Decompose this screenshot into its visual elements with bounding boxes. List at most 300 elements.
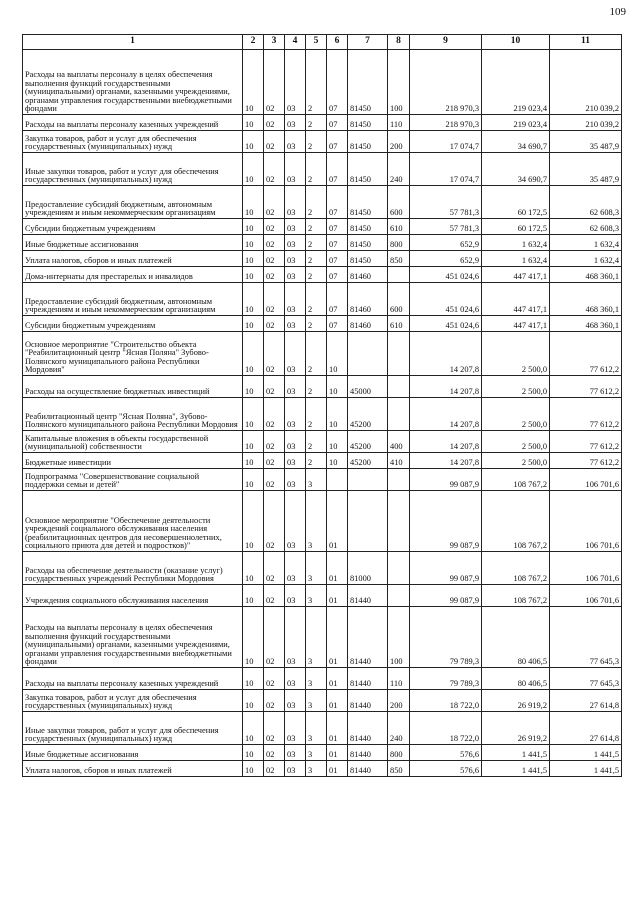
row-name: Расходы на выплаты персоналу казенных учреждений <box>23 115 243 131</box>
code-cell: 07 <box>327 267 348 283</box>
table-row <box>23 267 622 283</box>
row-name: Расходы на выплаты персоналу в целях обеспечения выполнения функций государственными (муниципальными) органами, казенными учреждениями, органами управления государственными внебюджетными фондами <box>23 607 243 668</box>
code-cell: 850 <box>388 761 410 777</box>
code-cell: 10 <box>243 131 264 153</box>
table-row <box>23 235 622 251</box>
row-name: Уплата налогов, сборов и иных платежей <box>23 761 243 777</box>
code-cell: 2 <box>306 267 327 283</box>
row-name: Расходы на обеспечение деятельности (оказание услуг) государственных учреждений Республики Мордовия <box>23 552 243 585</box>
value-cell: 2 500,0 <box>482 453 550 469</box>
value-cell: 108 767,2 <box>482 469 550 491</box>
code-cell: 02 <box>264 376 285 398</box>
code-cell: 03 <box>285 491 306 552</box>
code-cell <box>388 585 410 607</box>
value-cell: 108 767,2 <box>482 552 550 585</box>
code-cell: 10 <box>243 50 264 115</box>
value-cell: 34 690,7 <box>482 153 550 186</box>
code-cell: 03 <box>285 469 306 491</box>
code-cell: 02 <box>264 50 285 115</box>
code-cell: 81000 <box>348 552 388 585</box>
code-cell <box>348 332 388 376</box>
code-cell: 45200 <box>348 431 388 453</box>
page-number: 109 <box>609 6 626 18</box>
code-cell: 81440 <box>348 690 388 712</box>
code-cell: 03 <box>285 712 306 745</box>
table-row <box>23 552 622 585</box>
code-cell: 10 <box>243 431 264 453</box>
table-row <box>23 153 622 186</box>
column-header: 1 <box>23 35 243 50</box>
code-cell: 03 <box>285 376 306 398</box>
code-cell: 2 <box>306 50 327 115</box>
row-name: Дома-интернаты для престарелых и инвалидов <box>23 267 243 283</box>
code-cell: 2 <box>306 376 327 398</box>
value-cell: 62 608,3 <box>550 219 622 235</box>
code-cell: 02 <box>264 131 285 153</box>
code-cell: 81450 <box>348 251 388 267</box>
code-cell: 3 <box>306 585 327 607</box>
code-cell: 02 <box>264 491 285 552</box>
value-cell: 2 500,0 <box>482 431 550 453</box>
row-name: Субсидии бюджетным учреждениям <box>23 316 243 332</box>
value-cell: 468 360,1 <box>550 316 622 332</box>
code-cell: 400 <box>388 431 410 453</box>
code-cell: 10 <box>243 712 264 745</box>
code-cell <box>388 376 410 398</box>
code-cell <box>348 491 388 552</box>
value-cell: 2 500,0 <box>482 398 550 431</box>
code-cell <box>388 398 410 431</box>
value-cell: 2 500,0 <box>482 376 550 398</box>
code-cell: 03 <box>285 219 306 235</box>
table-row <box>23 115 622 131</box>
code-cell: 02 <box>264 115 285 131</box>
code-cell: 01 <box>327 761 348 777</box>
code-cell: 3 <box>306 491 327 552</box>
code-cell: 81450 <box>348 50 388 115</box>
column-header: 10 <box>482 35 550 50</box>
code-cell: 45200 <box>348 398 388 431</box>
code-cell: 10 <box>243 316 264 332</box>
value-cell: 35 487,9 <box>550 153 622 186</box>
value-cell: 34 690,7 <box>482 131 550 153</box>
code-cell: 01 <box>327 712 348 745</box>
value-cell: 451 024,6 <box>410 316 482 332</box>
code-cell: 10 <box>243 552 264 585</box>
table-row <box>23 431 622 453</box>
value-cell: 108 767,2 <box>482 585 550 607</box>
code-cell: 3 <box>306 469 327 491</box>
value-cell: 1 441,5 <box>482 761 550 777</box>
value-cell: 219 023,4 <box>482 115 550 131</box>
code-cell: 03 <box>285 267 306 283</box>
code-cell: 07 <box>327 283 348 316</box>
row-name: Расходы на осуществление бюджетных инвестиций <box>23 376 243 398</box>
code-cell: 2 <box>306 186 327 219</box>
row-name: Основное мероприятие "Обеспечение деятельности учреждений социального обслуживания населения (реабилитационных центров для несовершеннолетних, социального приюта для детей и подростков)" <box>23 491 243 552</box>
code-cell: 81440 <box>348 745 388 761</box>
code-cell: 10 <box>243 219 264 235</box>
code-cell: 02 <box>264 251 285 267</box>
code-cell: 2 <box>306 235 327 251</box>
code-cell: 10 <box>327 453 348 469</box>
code-cell: 02 <box>264 453 285 469</box>
value-cell: 99 087,9 <box>410 552 482 585</box>
column-header: 6 <box>327 35 348 50</box>
value-cell: 27 614,8 <box>550 690 622 712</box>
value-cell: 14 207,8 <box>410 398 482 431</box>
code-cell: 03 <box>285 186 306 219</box>
code-cell <box>388 469 410 491</box>
table-row <box>23 219 622 235</box>
value-cell: 62 608,3 <box>550 186 622 219</box>
code-cell: 200 <box>388 131 410 153</box>
value-cell: 447 417,1 <box>482 316 550 332</box>
code-cell: 02 <box>264 552 285 585</box>
code-cell: 110 <box>388 668 410 690</box>
code-cell: 10 <box>243 153 264 186</box>
value-cell: 2 500,0 <box>482 332 550 376</box>
code-cell: 02 <box>264 668 285 690</box>
value-cell: 468 360,1 <box>550 267 622 283</box>
code-cell: 02 <box>264 219 285 235</box>
code-cell: 3 <box>306 668 327 690</box>
code-cell: 2 <box>306 316 327 332</box>
row-name: Иные закупки товаров, работ и услуг для обеспечения государственных (муниципальных) нужд <box>23 153 243 186</box>
code-cell: 07 <box>327 235 348 251</box>
code-cell: 81440 <box>348 668 388 690</box>
column-header: 3 <box>264 35 285 50</box>
code-cell: 02 <box>264 316 285 332</box>
value-cell: 60 172,5 <box>482 219 550 235</box>
code-cell: 800 <box>388 235 410 251</box>
code-cell: 81440 <box>348 761 388 777</box>
row-name: Бюджетные инвестиции <box>23 453 243 469</box>
code-cell: 02 <box>264 607 285 668</box>
code-cell: 600 <box>388 283 410 316</box>
value-cell: 14 207,8 <box>410 332 482 376</box>
code-cell: 03 <box>285 332 306 376</box>
table-row <box>23 251 622 267</box>
value-cell: 18 722,0 <box>410 712 482 745</box>
row-name: Закупка товаров, работ и услуг для обеспечения государственных (муниципальных) нужд <box>23 690 243 712</box>
code-cell: 850 <box>388 251 410 267</box>
code-cell: 45000 <box>348 376 388 398</box>
value-cell: 35 487,9 <box>550 131 622 153</box>
code-cell: 03 <box>285 607 306 668</box>
code-cell: 02 <box>264 712 285 745</box>
code-cell: 10 <box>243 283 264 316</box>
code-cell: 81450 <box>348 186 388 219</box>
code-cell: 03 <box>285 745 306 761</box>
code-cell: 10 <box>243 332 264 376</box>
value-cell: 99 087,9 <box>410 469 482 491</box>
value-cell: 80 406,5 <box>482 668 550 690</box>
code-cell: 10 <box>243 491 264 552</box>
code-cell: 45200 <box>348 453 388 469</box>
code-cell: 800 <box>388 745 410 761</box>
code-cell: 10 <box>243 398 264 431</box>
code-cell: 81440 <box>348 607 388 668</box>
code-cell: 02 <box>264 332 285 376</box>
code-cell: 01 <box>327 585 348 607</box>
code-cell: 100 <box>388 50 410 115</box>
row-name: Подпрограмма "Совершенствование социальной поддержки семьи и детей" <box>23 469 243 491</box>
value-cell: 27 614,8 <box>550 712 622 745</box>
code-cell: 03 <box>285 50 306 115</box>
code-cell: 01 <box>327 607 348 668</box>
code-cell: 410 <box>388 453 410 469</box>
code-cell: 02 <box>264 283 285 316</box>
value-cell: 106 701,6 <box>550 585 622 607</box>
code-cell: 02 <box>264 267 285 283</box>
code-cell <box>388 552 410 585</box>
code-cell: 2 <box>306 398 327 431</box>
code-cell: 81440 <box>348 585 388 607</box>
table-row <box>23 453 622 469</box>
value-cell: 1 441,5 <box>550 761 622 777</box>
code-cell: 200 <box>388 690 410 712</box>
code-cell: 07 <box>327 50 348 115</box>
code-cell: 3 <box>306 607 327 668</box>
row-name: Предоставление субсидий бюджетным, автономным учреждениям и иным некоммерческим организациям <box>23 283 243 316</box>
code-cell: 07 <box>327 115 348 131</box>
value-cell: 576,6 <box>410 745 482 761</box>
column-header: 7 <box>348 35 388 50</box>
code-cell: 2 <box>306 153 327 186</box>
value-cell: 106 701,6 <box>550 552 622 585</box>
code-cell: 240 <box>388 153 410 186</box>
code-cell: 10 <box>243 690 264 712</box>
value-cell: 652,9 <box>410 235 482 251</box>
table-row <box>23 186 622 219</box>
code-cell: 2 <box>306 251 327 267</box>
table-row <box>23 283 622 316</box>
value-cell: 468 360,1 <box>550 283 622 316</box>
code-cell: 02 <box>264 469 285 491</box>
row-name: Расходы на выплаты персоналу в целях обеспечения выполнения функций государственными (муниципальными) органами, казенными учреждениями, органами управления государственными внебюджетными фондами <box>23 50 243 115</box>
code-cell: 03 <box>285 115 306 131</box>
column-header: 9 <box>410 35 482 50</box>
value-cell: 77 612,2 <box>550 332 622 376</box>
table-row <box>23 332 622 376</box>
value-cell: 1 632,4 <box>550 235 622 251</box>
code-cell: 10 <box>243 267 264 283</box>
value-cell: 77 612,2 <box>550 453 622 469</box>
row-name: Предоставление субсидий бюджетным, автономным учреждениям и иным некоммерческим организациям <box>23 186 243 219</box>
code-cell: 03 <box>285 131 306 153</box>
code-cell: 02 <box>264 745 285 761</box>
code-cell: 03 <box>285 585 306 607</box>
code-cell: 81460 <box>348 283 388 316</box>
code-cell: 10 <box>243 761 264 777</box>
code-cell: 03 <box>285 761 306 777</box>
code-cell: 02 <box>264 235 285 251</box>
table-row <box>23 50 622 115</box>
value-cell: 14 207,8 <box>410 453 482 469</box>
value-cell: 451 024,6 <box>410 267 482 283</box>
code-cell: 2 <box>306 115 327 131</box>
table-row <box>23 398 622 431</box>
value-cell: 57 781,3 <box>410 186 482 219</box>
row-name: Расходы на выплаты персоналу казенных учреждений <box>23 668 243 690</box>
code-cell <box>348 469 388 491</box>
code-cell <box>327 469 348 491</box>
code-cell: 600 <box>388 186 410 219</box>
code-cell: 02 <box>264 153 285 186</box>
code-cell <box>388 491 410 552</box>
code-cell: 03 <box>285 283 306 316</box>
value-cell: 18 722,0 <box>410 690 482 712</box>
code-cell: 10 <box>243 453 264 469</box>
code-cell: 3 <box>306 761 327 777</box>
column-header: 8 <box>388 35 410 50</box>
code-cell: 03 <box>285 690 306 712</box>
code-cell: 10 <box>243 186 264 219</box>
code-cell: 07 <box>327 131 348 153</box>
value-cell: 79 789,3 <box>410 668 482 690</box>
value-cell: 60 172,5 <box>482 186 550 219</box>
value-cell: 80 406,5 <box>482 607 550 668</box>
value-cell: 1 441,5 <box>482 745 550 761</box>
code-cell: 03 <box>285 398 306 431</box>
table-row <box>23 607 622 668</box>
code-cell: 3 <box>306 552 327 585</box>
value-cell: 1 632,4 <box>482 251 550 267</box>
code-cell: 10 <box>243 745 264 761</box>
value-cell: 447 417,1 <box>482 267 550 283</box>
code-cell: 3 <box>306 712 327 745</box>
table-row <box>23 469 622 491</box>
code-cell: 01 <box>327 690 348 712</box>
code-cell: 03 <box>285 431 306 453</box>
code-cell: 07 <box>327 153 348 186</box>
code-cell: 81450 <box>348 219 388 235</box>
code-cell: 2 <box>306 332 327 376</box>
code-cell: 10 <box>243 668 264 690</box>
table-header-row <box>23 35 622 50</box>
table-row <box>23 745 622 761</box>
code-cell: 10 <box>243 235 264 251</box>
row-name: Учреждения социального обслуживания населения <box>23 585 243 607</box>
table-row <box>23 668 622 690</box>
value-cell: 218 970,3 <box>410 50 482 115</box>
code-cell: 07 <box>327 251 348 267</box>
code-cell: 2 <box>306 219 327 235</box>
code-cell: 02 <box>264 690 285 712</box>
value-cell: 17 074,7 <box>410 153 482 186</box>
code-cell: 10 <box>243 376 264 398</box>
column-header: 11 <box>550 35 622 50</box>
code-cell: 100 <box>388 607 410 668</box>
row-name: Основное мероприятие "Строительство объекта "Реабилитационный центр "Ясная Поляна" Зубово-Полянского муниципального района Республики Мордовия" <box>23 332 243 376</box>
value-cell: 99 087,9 <box>410 491 482 552</box>
row-name: Иные бюджетные ассигнования <box>23 235 243 251</box>
code-cell: 3 <box>306 745 327 761</box>
code-cell: 81450 <box>348 153 388 186</box>
row-name: Реабилитационный центр "Ясная Поляна", Зубово-Полянского муниципального района Республики Мордовия <box>23 398 243 431</box>
code-cell: 01 <box>327 552 348 585</box>
value-cell: 1 632,4 <box>550 251 622 267</box>
value-cell: 652,9 <box>410 251 482 267</box>
code-cell: 03 <box>285 153 306 186</box>
value-cell: 451 024,6 <box>410 283 482 316</box>
value-cell: 99 087,9 <box>410 585 482 607</box>
row-name: Капитальные вложения в объекты государственной (муниципальной) собственности <box>23 431 243 453</box>
row-name: Уплата налогов, сборов и иных платежей <box>23 251 243 267</box>
value-cell: 218 970,3 <box>410 115 482 131</box>
code-cell: 02 <box>264 398 285 431</box>
value-cell: 17 074,7 <box>410 131 482 153</box>
value-cell: 1 441,5 <box>550 745 622 761</box>
code-cell: 03 <box>285 453 306 469</box>
value-cell: 77 612,2 <box>550 431 622 453</box>
column-header: 2 <box>243 35 264 50</box>
code-cell: 10 <box>243 469 264 491</box>
row-name: Закупка товаров, работ и услуг для обеспечения государственных (муниципальных) нужд <box>23 131 243 153</box>
code-cell: 610 <box>388 219 410 235</box>
value-cell: 57 781,3 <box>410 219 482 235</box>
code-cell: 03 <box>285 235 306 251</box>
code-cell: 10 <box>327 398 348 431</box>
value-cell: 106 701,6 <box>550 469 622 491</box>
value-cell: 210 039,2 <box>550 50 622 115</box>
value-cell: 77 645,3 <box>550 668 622 690</box>
value-cell: 77 612,2 <box>550 398 622 431</box>
code-cell: 10 <box>327 431 348 453</box>
code-cell: 03 <box>285 316 306 332</box>
row-name: Иные бюджетные ассигнования <box>23 745 243 761</box>
value-cell: 108 767,2 <box>482 491 550 552</box>
code-cell: 03 <box>285 668 306 690</box>
value-cell: 106 701,6 <box>550 491 622 552</box>
value-cell: 1 632,4 <box>482 235 550 251</box>
code-cell: 10 <box>243 607 264 668</box>
value-cell: 77 645,3 <box>550 607 622 668</box>
code-cell: 2 <box>306 431 327 453</box>
value-cell: 210 039,2 <box>550 115 622 131</box>
code-cell: 10 <box>327 332 348 376</box>
code-cell: 610 <box>388 316 410 332</box>
value-cell: 77 612,2 <box>550 376 622 398</box>
value-cell: 219 023,4 <box>482 50 550 115</box>
code-cell: 110 <box>388 115 410 131</box>
value-cell: 79 789,3 <box>410 607 482 668</box>
code-cell: 03 <box>285 251 306 267</box>
value-cell: 447 417,1 <box>482 283 550 316</box>
table-row <box>23 131 622 153</box>
table-row <box>23 690 622 712</box>
table-row <box>23 491 622 552</box>
code-cell: 02 <box>264 761 285 777</box>
code-cell: 02 <box>264 431 285 453</box>
code-cell: 07 <box>327 186 348 219</box>
code-cell: 81450 <box>348 235 388 251</box>
value-cell: 14 207,8 <box>410 376 482 398</box>
column-header: 5 <box>306 35 327 50</box>
value-cell: 26 919,2 <box>482 712 550 745</box>
code-cell: 240 <box>388 712 410 745</box>
value-cell: 14 207,8 <box>410 431 482 453</box>
code-cell: 10 <box>327 376 348 398</box>
code-cell <box>388 267 410 283</box>
code-cell: 10 <box>243 251 264 267</box>
code-cell: 10 <box>243 115 264 131</box>
table-row <box>23 761 622 777</box>
code-cell: 10 <box>243 585 264 607</box>
code-cell: 81460 <box>348 316 388 332</box>
code-cell: 02 <box>264 186 285 219</box>
